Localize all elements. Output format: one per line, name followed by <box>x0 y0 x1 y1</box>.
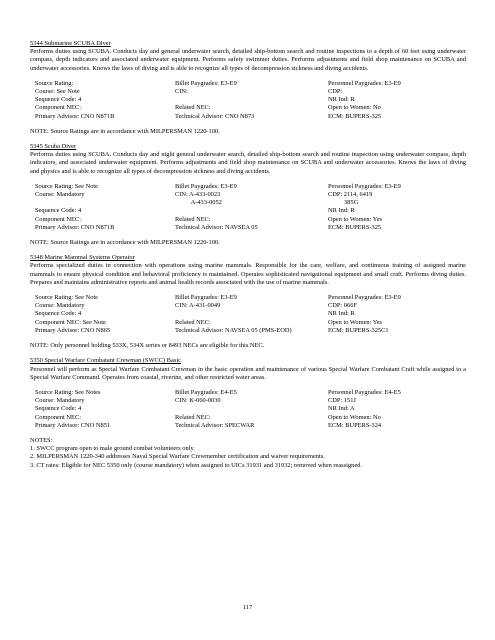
detail-cell: NR Ind: R <box>328 310 355 318</box>
detail-cell: ECM: BUPERS-325C1 <box>328 326 389 334</box>
detail-cell: Open to Women: Yes <box>328 318 383 326</box>
detail-cell: Related NEC: <box>175 413 211 421</box>
entry-description: Personnel will perform as Special Warfare Combatant Crewman in the basic operation and maintenance of various Special Warfare Combatant Craft while assigned to a Special Warfare Command. Operates from coastal, riverine, and other restricted water areas. <box>30 365 466 381</box>
detail-cell: Primary Advisor: CNO N871B <box>35 112 115 120</box>
detail-cell: ECM: BUPERS-324 <box>328 421 382 429</box>
detail-cell <box>175 405 328 413</box>
detail-cell: CIN: A-431-0049 <box>175 302 221 310</box>
detail-cell: NR Ind: R <box>328 207 355 215</box>
detail-cell: Personnel Paygrades: E3-E9 <box>328 182 401 190</box>
detail-cell: 385G <box>328 199 359 207</box>
detail-cell: Related NEC: <box>175 215 211 223</box>
entry-note: NOTE: Source Ratings are in accordance with MILPERSMAN 1220-100. <box>30 239 220 247</box>
detail-cell: Sequence Code: 4 <box>35 405 82 413</box>
detail-cell: ECM: BUPERS-325 <box>328 223 382 231</box>
detail-cell: Source Rating: See Note <box>35 182 99 190</box>
entry-note: NOTE: Source Ratings are in accordance with MILPERSMAN 1220-100. <box>30 127 220 135</box>
detail-cell: Technical Advisor: NAVSEA 05 <box>175 223 258 231</box>
note-item: 3. CT rates: Eligible for NEC 5350 only (course mandatory) when assigned to UICs 31931 and 31932; removed when reassigned. <box>30 461 362 469</box>
detail-cell: Billet Paygrades: E3-E9 <box>175 182 237 190</box>
nec-entry-5345 <box>30 143 466 247</box>
detail-cell: Sequence Code: 4 <box>35 96 82 104</box>
page-number: 117 <box>242 604 253 611</box>
detail-cell: Course: See Note <box>35 88 80 96</box>
detail-cell: Open to Women: Yes <box>328 215 383 223</box>
detail-cell: Component NEC: <box>35 104 81 112</box>
note-item: 2. MILPERSMAN 1220-340 addresses Naval Special Warfare Crewmember certification and waiver requirements. <box>30 453 325 461</box>
detail-cell: Technical Advisor: CNO N873 <box>175 112 255 120</box>
detail-cell: Billet Paygrades: E3-E9 <box>175 294 237 302</box>
nec-entry-5350 <box>30 357 466 469</box>
detail-cell: Course: Mandatory <box>35 302 85 310</box>
detail-cell: Course: Mandatory <box>35 397 85 405</box>
entry-title: 5348 Marine Mammal Systems Operator <box>30 254 135 262</box>
entry-description: Performs duties using SCUBA. Conducts day and night general underwater search, detailed ship-bottom search and routine inspection using underwater compass, depth indicators, and associated underwater equipment. Performs adjustments and field shop maintenance on SCUBA and underwater accessories. Knows the laws of diving and physics and is able to recognize all types of decompression sickness and diving accidents. <box>30 151 466 175</box>
detail-cell: Open to Women: No <box>328 413 381 421</box>
detail-cell: Related NEC: <box>175 104 211 112</box>
detail-cell <box>175 207 328 215</box>
detail-cell: NR Ind: R <box>328 96 355 104</box>
detail-cell: Primary Advisor: CNO N851 <box>35 421 111 429</box>
detail-cell: CDP: 066F <box>328 302 357 310</box>
detail-cell: Open to Women: No <box>328 104 381 112</box>
detail-cell: Related NEC: <box>175 318 211 326</box>
detail-cell: Source Rating: <box>35 79 74 87</box>
detail-cell: Personnel Paygrades: E4-E5 <box>328 388 401 396</box>
detail-cell <box>175 96 328 104</box>
entry-details <box>35 183 466 232</box>
notes-list <box>30 445 466 470</box>
notes-header: NOTES: <box>30 436 53 444</box>
detail-cell: CDP: 2114, 6419 <box>328 191 373 199</box>
detail-cell: Technical Advisor: SPECWAR <box>175 421 255 429</box>
detail-cell: Source Rating: See Note <box>35 294 99 302</box>
detail-cell: Primary Advisor: CNO N871B <box>35 223 115 231</box>
detail-cell: CDP: <box>328 88 343 96</box>
detail-cell: Billet Paygrades: E3-E9 <box>175 79 237 87</box>
detail-cell: Sequence Code: 4 <box>35 207 82 215</box>
entry-details <box>35 80 466 121</box>
entry-description: Performs specialized duties in connection with operations using marine mammals. Responsible for the care, welfare, and continuous training of assigned marine mammals to ensure physical condition and behavioral proficiency is maintained. Operates sophisticated navigational equipment and small craft. Performs diving duties. Prepares and maintains administrative reports and animal health records associated with the use of marine mammals. <box>30 262 466 286</box>
entry-title: 5345 Scuba Diver <box>30 143 77 151</box>
document-body <box>30 40 466 477</box>
detail-cell: CIN: A-433-0023 <box>175 191 221 199</box>
detail-cell: Source Rating: See Notes <box>35 388 101 396</box>
detail-cell: Technical Advisor: NAVSEA 05 (PMS-EOD) <box>175 326 292 334</box>
detail-cell: CIN: K-060-0030 <box>175 397 221 405</box>
detail-cell <box>35 199 175 207</box>
nec-entry-5344 <box>30 40 466 136</box>
detail-cell: Personnel Paygrades: E3-E9 <box>328 294 401 302</box>
detail-cell: Course: Mandatory <box>35 191 85 199</box>
entry-title: 5344 Submarine SCUBA Diver <box>30 40 111 47</box>
detail-cell: CDP: 151J <box>328 397 356 405</box>
entry-description: Performs duties using SCUBA. Conducts day and general underwater search, detailed ship-bottom search and routine inspections to a depth of 60 feet using underwater compass, depth indicators and associated underwater equipment. Performs safety swimmer duties. Performs adjustments and field shop maintenance on SCUBA and underwater accessories. Knows the laws of diving and is able to recognize all types of decompression sickness and diving accidents. <box>30 48 466 72</box>
entry-details <box>35 389 466 430</box>
detail-cell <box>175 310 328 318</box>
detail-cell: Personnel Paygrades: E3-E9 <box>328 79 401 87</box>
nec-entry-5348 <box>30 254 466 350</box>
detail-cell: Primary Advisor: CNO N865 <box>35 326 111 334</box>
detail-cell: CIN: <box>175 88 188 96</box>
detail-cell: Sequence Code: 4 <box>35 310 82 318</box>
entry-note: NOTE: Only personnel holding 533X, 534X series or 8493 NECs are eligible for this NEC. <box>30 342 265 350</box>
detail-cell: A-433-0052 <box>175 199 222 207</box>
detail-cell: Component NEC: <box>35 413 81 421</box>
note-item: 1. SWCC program open to male ground combat volunteers only. <box>30 445 195 453</box>
detail-cell: Component NEC: <box>35 215 81 223</box>
detail-cell: Billet Paygrades: E4-E5 <box>175 388 237 396</box>
detail-cell: Component NEC: See Note <box>35 318 106 326</box>
entry-details <box>35 294 466 335</box>
entry-title: 5350 Special Warfare Combatant Crewman (SWCC) Basic <box>30 357 181 365</box>
detail-cell: NR Ind: A <box>328 405 355 413</box>
detail-cell: ECM: BUPERS-325 <box>328 112 382 120</box>
